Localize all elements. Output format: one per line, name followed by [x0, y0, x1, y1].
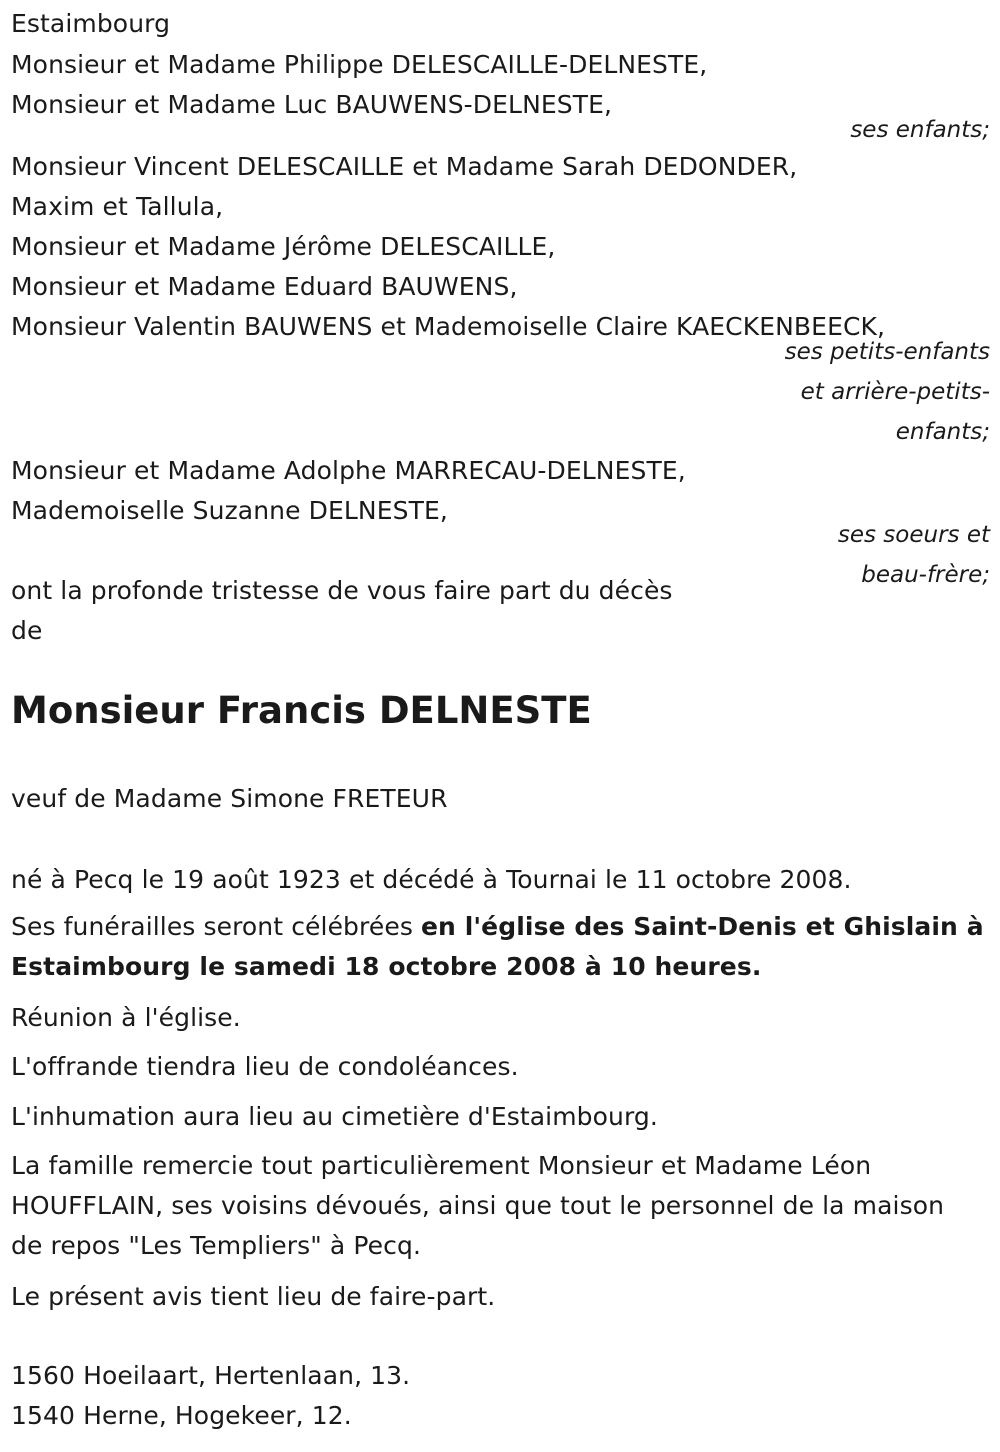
- child-entry: Monsieur et Madame Philippe DELESCAILLE-DELNESTE,: [11, 50, 708, 79]
- address-line: 1540 Herne, Hogekeer, 12.: [11, 1401, 352, 1430]
- announcement-text: de: [11, 616, 43, 645]
- thanks-line: HOUFFLAIN, ses voisins dévoués, ainsi que tout le personnel de la maison: [11, 1191, 945, 1220]
- meeting-line: Réunion à l'église.: [11, 1003, 241, 1032]
- funeral-line: [11, 911, 984, 943]
- funeral-location: en l'église des Saint-Denis et Ghislain à: [421, 912, 984, 941]
- address-line: 1560 Hoeilaart, Hertenlaan, 13.: [11, 1361, 411, 1390]
- sibling-entry: Monsieur et Madame Adolphe MARRECAU-DELNESTE,: [11, 456, 686, 485]
- thanks-line: La famille remercie tout particulièrement Monsieur et Madame Léon: [11, 1151, 872, 1180]
- grandchild-entry: Monsieur Vincent DELESCAILLE et Madame Sarah DEDONDER,: [11, 152, 798, 181]
- sibling-entry: Mademoiselle Suzanne DELNESTE,: [11, 496, 448, 525]
- grandchildren-label: et arrière-petits-: [800, 379, 990, 405]
- funeral-line: [11, 951, 761, 983]
- grandchild-entry: Monsieur et Madame Eduard BAUWENS,: [11, 272, 518, 301]
- deceased-name: Monsieur Francis DELNESTE: [11, 689, 592, 732]
- thanks-line: de repos "Les Templiers" à Pecq.: [11, 1231, 422, 1260]
- birth-death-line: né à Pecq le 19 août 1923 et décédé à Tournai le 11 octobre 2008.: [11, 865, 852, 894]
- widower-of: veuf de Madame Simone FRETEUR: [11, 784, 448, 813]
- grandchild-entry: Monsieur et Madame Jérôme DELESCAILLE,: [11, 232, 556, 261]
- grandchildren-label: enfants;: [895, 419, 990, 445]
- city-header: Estaimbourg: [11, 9, 171, 38]
- grandchild-entry: Maxim et Tallula,: [11, 192, 224, 221]
- announcement-text: ont la profonde tristesse de vous faire part du décès: [11, 576, 673, 605]
- grandchild-entry: Monsieur Valentin BAUWENS et Mademoiselle Claire KAECKENBEECK,: [11, 312, 886, 341]
- funeral-intro: Ses funérailles seront célébrées: [11, 912, 421, 941]
- grandchildren-label: ses petits-enfants: [784, 339, 990, 365]
- funeral-datetime: Estaimbourg le samedi 18 octobre 2008 à 10 heures.: [11, 952, 762, 981]
- notice-line: Le présent avis tient lieu de faire-part.: [11, 1282, 496, 1311]
- child-entry: Monsieur et Madame Luc BAUWENS-DELNESTE,: [11, 90, 613, 119]
- children-label: ses enfants;: [850, 117, 990, 143]
- offering-line: L'offrande tiendra lieu de condoléances.: [11, 1052, 519, 1081]
- burial-line: L'inhumation aura lieu au cimetière d'Estaimbourg.: [11, 1102, 658, 1131]
- siblings-label: beau-frère;: [861, 562, 990, 588]
- siblings-label: ses soeurs et: [837, 522, 990, 548]
